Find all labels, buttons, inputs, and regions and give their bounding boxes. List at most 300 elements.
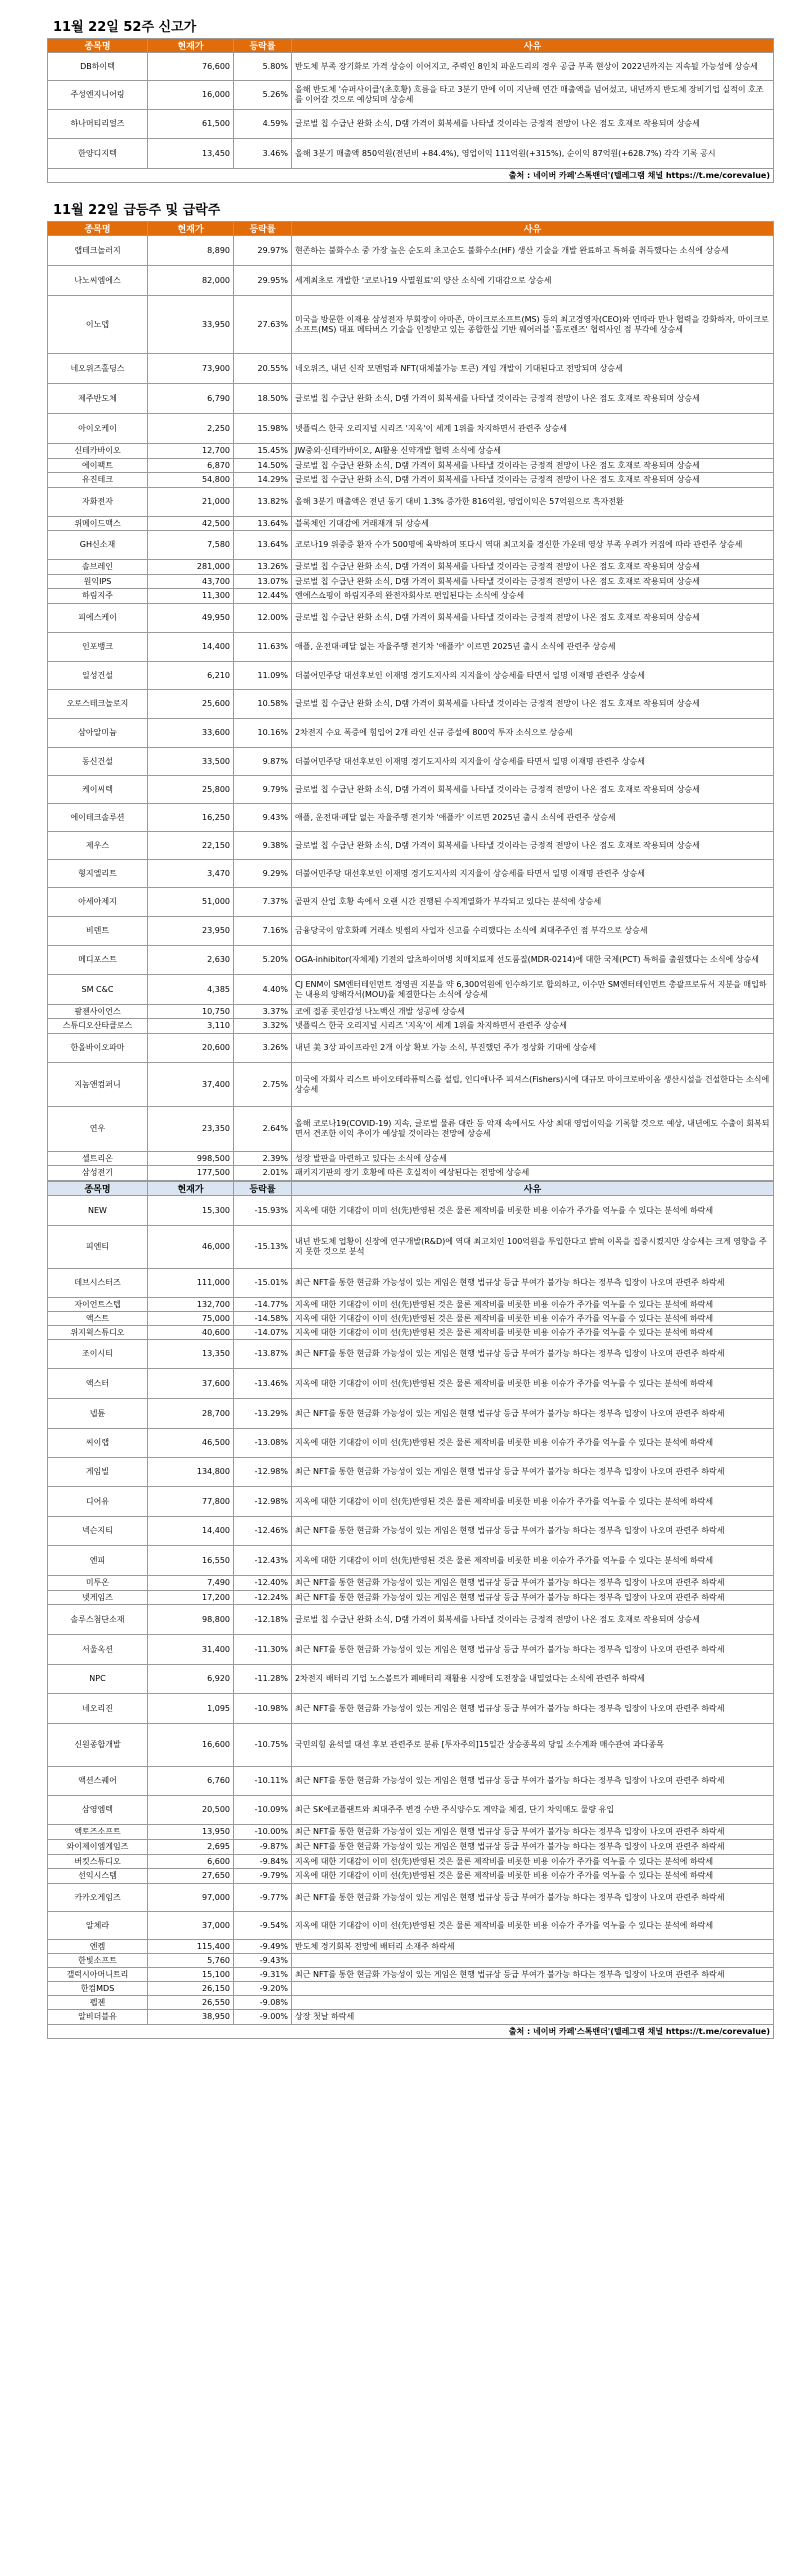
col-header-change: 등락률	[234, 39, 292, 53]
stock-change: -9.20%	[234, 1982, 292, 1996]
stock-name: 신원종합개발	[48, 1724, 148, 1767]
stock-change: -12.98%	[234, 1487, 292, 1517]
high52-source: 출처 : 네이버 카페'스톡밴더'(텔레그램 채널 https://t.me/corevalue)	[48, 169, 774, 183]
stock-price: 37,600	[148, 1369, 234, 1399]
table-row	[48, 1487, 774, 1517]
stock-reason: 글로벌 칩 수급난 완화 소식, D램 가격이 회복세를 나타낼 것이라는 긍정적 전망이 나온 점도 호재로 작용되며 상승세	[292, 560, 774, 575]
stock-reason: 지옥에 대한 기대감이 이미 선(先)반영된 것은 물론 제작비를 비롯한 비용 이슈가 주가를 억누를 수 있다는 분석에 하락세	[292, 1546, 774, 1576]
table-row	[48, 296, 774, 354]
stock-change: -9.54%	[234, 1912, 292, 1940]
table-row	[48, 1884, 774, 1912]
stock-change: 7.16%	[234, 917, 292, 946]
table-row	[48, 1954, 774, 1968]
stock-change: 15.45%	[234, 444, 292, 459]
stock-change: -12.98%	[234, 1458, 292, 1487]
stock-change: 27.63%	[234, 296, 292, 354]
table-row	[48, 354, 774, 384]
stock-change: 13.64%	[234, 517, 292, 531]
stock-price: 97,000	[148, 1884, 234, 1912]
stock-change: -15.13%	[234, 1226, 292, 1269]
stock-reason: 글로벌 칩 수급난 완화 소식, D램 가격이 회복세를 나타낼 것이라는 긍정적 전망이 나온 점도 호재로 작용되며 상승세	[292, 1605, 774, 1635]
stock-price: 13,350	[148, 1340, 234, 1369]
stock-name: 네오위즈홀딩스	[48, 354, 148, 384]
stock-name: 하림지주	[48, 589, 148, 604]
stock-name: 케이씨텍	[48, 776, 148, 804]
stock-price: 6,210	[148, 662, 234, 690]
table-row	[48, 888, 774, 917]
stock-change: 2.75%	[234, 1063, 292, 1107]
stock-reason: 올해 3분기 매출액은 전년 동기 대비 1.3% 증가한 816억원, 영업이익은 57억원으로 흑자전환	[292, 488, 774, 517]
stock-reason: 더불어민주당 대선후보인 이재명 경기도지사의 지지율이 상승세를 타면서 일명 이재명 관련주 상승세	[292, 748, 774, 776]
stock-name: 한빛소프트	[48, 1954, 148, 1968]
stock-name: 솔루스첨단소재	[48, 1605, 148, 1635]
stock-name: 액토즈소프트	[48, 1825, 148, 1840]
stock-price: 26,550	[148, 1996, 234, 2010]
stock-name: 서울옥션	[48, 1635, 148, 1665]
stock-name: 솔브레인	[48, 560, 148, 575]
stock-reason: 글로벌 칩 수급난 완화 소식, D램 가격이 회복세를 나타낼 것이라는 긍정적 전망이 나온 점도 호재로 작용되며 상승세	[292, 473, 774, 488]
stock-price: 77,800	[148, 1487, 234, 1517]
stock-name: 씨이랩	[48, 1429, 148, 1458]
stock-price: 17,200	[148, 1591, 234, 1605]
table-row	[48, 1152, 774, 1166]
stock-reason: 코로나19 위중증 환자 수가 500명에 육박하며 또다시 역대 최고치를 경신한 가운데 영상 부족 우려가 커짐에 따라 관련주 상승세	[292, 531, 774, 560]
stock-change: 12.00%	[234, 604, 292, 633]
table-row	[48, 1166, 774, 1181]
stock-price: 16,000	[148, 81, 234, 110]
stock-name: 넥슨지티	[48, 1517, 148, 1546]
stock-reason: 최근 NFT를 통한 현금화 가능성이 있는 게임은 현행 법규상 등급 부여가 불가능 하다는 정부측 입장이 나오며 관련주 하락세	[292, 1767, 774, 1796]
table-row	[48, 517, 774, 531]
stock-name: 지놈앤컴퍼니	[48, 1063, 148, 1107]
table-row	[48, 946, 774, 975]
stock-price: 33,950	[148, 296, 234, 354]
stock-change: -15.93%	[234, 1196, 292, 1226]
table-row	[48, 1869, 774, 1884]
stock-price: 27,650	[148, 1869, 234, 1884]
stock-price: 2,630	[148, 946, 234, 975]
gainers-header-row	[48, 222, 774, 236]
stock-change: 4.40%	[234, 975, 292, 1005]
table-row	[48, 1605, 774, 1635]
stock-change: 5.80%	[234, 53, 292, 81]
stock-price: 75,000	[148, 1312, 234, 1326]
stock-name: 팜젠사이언스	[48, 1005, 148, 1019]
stock-reason: 내년 반도체 업황이 신장에 연구개발(R&D)에 역대 최고치인 100억원을 투입한다고 밝혀 이목을 집중시켰지만 상승세는 크게 영향을 주지 못한 것으로 분석	[292, 1226, 774, 1269]
table-row	[48, 1458, 774, 1487]
stock-reason: 넷플릭스 한국 오리지널 시리즈 '지옥'이 세계 1위를 차지하면서 관련주 상승세	[292, 414, 774, 444]
stock-change: -13.08%	[234, 1429, 292, 1458]
stock-price: 22,150	[148, 832, 234, 860]
stock-price: 21,000	[148, 488, 234, 517]
table-row	[48, 2010, 774, 2025]
stock-name: 자화전자	[48, 488, 148, 517]
table-row	[48, 1576, 774, 1591]
table-row	[48, 1546, 774, 1576]
stock-change: -14.77%	[234, 1298, 292, 1312]
table-row	[48, 1724, 774, 1767]
stock-name: 에이팩트	[48, 459, 148, 473]
table-row	[48, 266, 774, 296]
table-row	[48, 236, 774, 266]
stock-change: 13.26%	[234, 560, 292, 575]
stock-change: 5.26%	[234, 81, 292, 110]
stock-reason: 지옥에 대한 기대감이 이미 선(先)반영된 것은 물론 제작비를 비롯한 비용 이슈가 주가를 억누를 수 있다는 분석에 하락세	[292, 1487, 774, 1517]
stock-change: 14.29%	[234, 473, 292, 488]
stock-reason: 애플, 운전대·페달 없는 자율주행 전기차 '애플카' 이르면 2025년 출시 소식에 관련주 상승세	[292, 633, 774, 662]
stock-reason: 반도체 부족 장기화로 가격 상승이 이어지고, 주력인 8인치 파운드리의 경우 공급 부족 현상이 2022년까지는 지속될 가능성에 상승세	[292, 53, 774, 81]
stock-name: 랩테크놀러지	[48, 236, 148, 266]
stock-reason: 최근 NFT를 통한 현금화 가능성이 있는 게임은 현행 법규상 등급 부여가 불가능 하다는 정부측 입장이 나오며 관련주 하락세	[292, 1340, 774, 1369]
stock-name: GH신소재	[48, 531, 148, 560]
stock-price: 23,950	[148, 917, 234, 946]
stock-name: 삼성전기	[48, 1166, 148, 1181]
table-row	[48, 1326, 774, 1340]
stock-name: 신테카바이오	[48, 444, 148, 459]
stock-name: 메디포스트	[48, 946, 148, 975]
stock-price: 16,600	[148, 1724, 234, 1767]
stock-name: 액션스퀘어	[48, 1767, 148, 1796]
stock-name: 넷게임즈	[48, 1591, 148, 1605]
stock-change: 9.38%	[234, 832, 292, 860]
stock-price: 14,400	[148, 1517, 234, 1546]
stock-name: 동신건설	[48, 748, 148, 776]
col-header-change: 등락률	[234, 1182, 292, 1196]
stock-reason: 지옥에 대한 기대감이 이미 선(先)반영된 것은 물론 제작비를 비롯한 비용 이슈가 주가를 억누를 수 있다는 분석에 하락세	[292, 1912, 774, 1940]
stock-price: 13,450	[148, 139, 234, 169]
stock-price: 11,300	[148, 589, 234, 604]
stock-reason: 최근 NFT를 통한 현금화 가능성이 있는 게임은 현행 법규상 등급 부여가 불가능 하다는 정부측 입장이 나오며 관련주 하락세	[292, 1576, 774, 1591]
stock-change: 3.46%	[234, 139, 292, 169]
stock-price: 6,870	[148, 459, 234, 473]
stock-reason: 블록체인 기대감에 거래재개 뒤 상승세	[292, 517, 774, 531]
stock-reason: 미국을 방문한 이재용 삼성전자 부회장이 아마존, 마이크로소프트(MS) 등의 최고경영자(CEO)와 연따라 만나 협력을 강화하자, 마이크로소프트(MS) 대표 메타버스 기술을 인정받고 있는 종합한실 기반 웨어러블 '홀로렌즈' 협력사인 점 부각에 상승세	[292, 296, 774, 354]
stock-price: 98,800	[148, 1605, 234, 1635]
stock-price: 111,000	[148, 1269, 234, 1298]
stock-reason: 최근 NFT를 통한 현금화 가능성이 있는 게임은 현행 법규상 등급 부여가 불가능 하다는 정부측 입장이 나오며 관련주 하락세	[292, 1968, 774, 1982]
stock-change: 3.26%	[234, 1034, 292, 1063]
stock-change: 4.59%	[234, 110, 292, 139]
stock-reason: 최근 NFT를 통한 현금화 가능성이 있는 게임은 현행 법규상 등급 부여가 불가능 하다는 정부측 입장이 나오며 관련주 하락세	[292, 1591, 774, 1605]
table-row	[48, 662, 774, 690]
stock-name: 카카오게임즈	[48, 1884, 148, 1912]
table-row	[48, 1912, 774, 1940]
stock-name: 연우	[48, 1107, 148, 1152]
table-row	[48, 459, 774, 473]
stock-change: 2.39%	[234, 1152, 292, 1166]
table-row	[48, 560, 774, 575]
col-header-name: 종목명	[48, 39, 148, 53]
stock-price: 281,000	[148, 560, 234, 575]
stock-change: 2.01%	[234, 1166, 292, 1181]
col-header-price: 현재가	[148, 39, 234, 53]
stock-change: 3.37%	[234, 1005, 292, 1019]
stock-name: 하나머티리얼즈	[48, 110, 148, 139]
table-row	[48, 589, 774, 604]
stock-change: -15.01%	[234, 1269, 292, 1298]
stock-name: 펩젠	[48, 1996, 148, 2010]
stock-price: 20,500	[148, 1796, 234, 1825]
stock-price: 6,790	[148, 384, 234, 414]
table-row	[48, 1369, 774, 1399]
table-row	[48, 1005, 774, 1019]
stock-price: 2,250	[148, 414, 234, 444]
table-row	[48, 444, 774, 459]
stock-change: 14.50%	[234, 459, 292, 473]
stock-reason: 지옥에 대한 기대감이 이미 선(先)반영된 것은 물론 제작비를 비롯한 비용 이슈가 주가를 억누를 수 있다는 분석에 하락세	[292, 1326, 774, 1340]
stock-change: 11.63%	[234, 633, 292, 662]
table-row	[48, 604, 774, 633]
stock-change: -9.49%	[234, 1940, 292, 1954]
stock-change: -12.46%	[234, 1517, 292, 1546]
stock-price: 7,490	[148, 1576, 234, 1591]
col-header-reason: 사유	[292, 39, 774, 53]
stock-price: 8,890	[148, 236, 234, 266]
table-row	[48, 1226, 774, 1269]
stock-price: 38,950	[148, 2010, 234, 2025]
gainers-table	[47, 221, 774, 1181]
stock-price: 42,500	[148, 517, 234, 531]
stock-name: 나노씨엠에스	[48, 266, 148, 296]
stock-price: 16,250	[148, 804, 234, 832]
stock-name: 제우스	[48, 832, 148, 860]
table-row	[48, 1034, 774, 1063]
table-row	[48, 473, 774, 488]
stock-price: 82,000	[148, 266, 234, 296]
stock-name: 한올바이오파마	[48, 1034, 148, 1063]
stock-price: 177,500	[148, 1166, 234, 1181]
stock-change: 3.32%	[234, 1019, 292, 1034]
stock-change: -10.00%	[234, 1825, 292, 1840]
stock-reason: 내년 美 3상 파이프라인 2개 이상 확보 가능 소식, 부진했던 주가 정상화 기대에 상승세	[292, 1034, 774, 1063]
stock-change: 13.82%	[234, 488, 292, 517]
stock-name: 삼영엠텍	[48, 1796, 148, 1825]
stock-price: 1,095	[148, 1694, 234, 1724]
col-header-reason: 사유	[292, 1182, 774, 1196]
table-row	[48, 1429, 774, 1458]
stock-reason: 골판지 산업 호황 속에서 오랜 시간 진행된 수직계열화가 부각되고 있다는 분석에 상승세	[292, 888, 774, 917]
stock-price: 31,400	[148, 1635, 234, 1665]
stock-reason: 최근 NFT를 통한 현금화 가능성이 있는 게임은 현행 법규상 등급 부여가 불가능 하다는 정부측 입장이 나오며 관련주 하락세	[292, 1825, 774, 1840]
stock-reason: 2차전지 배터리 기업 노스볼트가 폐배터리 재활용 시장에 도전장을 내밀었다는 소식에 관련주 하락세	[292, 1665, 774, 1694]
stock-change: 5.20%	[234, 946, 292, 975]
stock-reason: 최근 NFT를 통한 현금화 가능성이 있는 게임은 현행 법규상 등급 부여가 불가능 하다는 정부측 입장이 나오며 관련주 하락세	[292, 1694, 774, 1724]
stock-price: 37,400	[148, 1063, 234, 1107]
stock-name: 디어유	[48, 1487, 148, 1517]
stock-name: NEW	[48, 1196, 148, 1226]
stock-price: 40,600	[148, 1326, 234, 1340]
table-row	[48, 719, 774, 748]
table-row	[48, 1767, 774, 1796]
stock-price: 26,150	[148, 1982, 234, 1996]
table-row	[48, 1855, 774, 1869]
table-row	[48, 1196, 774, 1226]
col-header-change: 등락률	[234, 222, 292, 236]
stock-reason: 최근 SK에코플랜트와 최대주주 변경 수반 주식양수도 계약을 체결, 단기 차익매도 물량 유입	[292, 1796, 774, 1825]
stock-change: -10.75%	[234, 1724, 292, 1767]
col-header-price: 현재가	[148, 1182, 234, 1196]
stock-reason	[292, 1982, 774, 1996]
table-row	[48, 832, 774, 860]
stock-name: 자이언트스텝	[48, 1298, 148, 1312]
table-row	[48, 139, 774, 169]
stock-reason: 글로벌 칩 수급난 완화 소식, D램 가격이 회복세를 나타낼 것이라는 긍정적 전망이 나온 점도 호재로 작용되며 상승세	[292, 110, 774, 139]
col-header-name: 종목명	[48, 222, 148, 236]
stock-reason: 지옥에 대한 기대감이 미미 선(先)반영된 것은 물론 제작비를 비롯한 비용 이슈가 주가를 억누를 수 있다는 분석에 하락세	[292, 1196, 774, 1226]
stock-name: 버킷스튜디오	[48, 1855, 148, 1869]
table-row	[48, 1665, 774, 1694]
stock-change: -9.87%	[234, 1840, 292, 1855]
stock-reason: 글로벌 칩 수급난 완화 소식, D램 가격이 회복세를 나타낼 것이라는 긍정적 전망이 나온 점도 호재로 작용되며 상승세	[292, 459, 774, 473]
stock-reason: 성장 발판을 마련하고 있다는 소식에 상승세	[292, 1152, 774, 1166]
stock-name: 한양디지텍	[48, 139, 148, 169]
stock-name: 오로스테크놀로지	[48, 690, 148, 719]
table-row	[48, 1940, 774, 1954]
stock-name: 삼아알미늄	[48, 719, 148, 748]
table-row	[48, 1825, 774, 1840]
stock-price: 3,470	[148, 860, 234, 888]
stock-price: 5,760	[148, 1954, 234, 1968]
stock-price: 76,600	[148, 53, 234, 81]
stock-change: -10.09%	[234, 1796, 292, 1825]
stock-name: 원익IPS	[48, 575, 148, 589]
stock-reason: 더불어민주당 대선후보인 이재명 경기도지사의 지지율이 상승세를 타면서 일명 이재명 관련주 상승세	[292, 860, 774, 888]
stock-name: 엔피	[48, 1546, 148, 1576]
stock-reason: 지옥에 대한 기대감이 이미 선(先)반영된 것은 물론 제작비를 비롯한 비용 이슈가 주가를 억누를 수 있다는 분석에 하락세	[292, 1855, 774, 1869]
stock-name: 미투온	[48, 1576, 148, 1591]
stock-reason: 지옥에 대한 기대감이 이미 선(先)반영된 것은 물론 제작비를 비롯한 비용 이슈가 주가를 억누를 수 있다는 분석에 하락세	[292, 1298, 774, 1312]
stock-change: 13.07%	[234, 575, 292, 589]
stock-change: -13.46%	[234, 1369, 292, 1399]
stock-reason	[292, 1954, 774, 1968]
table-row	[48, 81, 774, 110]
stock-reason: 패키지기판의 장기 호황에 따른 호실적이 예상된다는 전망에 상승세	[292, 1166, 774, 1181]
stock-change: 7.37%	[234, 888, 292, 917]
stock-change: -12.40%	[234, 1576, 292, 1591]
stock-change: 9.87%	[234, 748, 292, 776]
stock-name: 피엔티	[48, 1226, 148, 1269]
table-row	[48, 860, 774, 888]
table-row	[48, 975, 774, 1005]
stock-name: SM C&C	[48, 975, 148, 1005]
table-row	[48, 1968, 774, 1982]
stock-price: 16,550	[148, 1546, 234, 1576]
stock-name: DB하이텍	[48, 53, 148, 81]
stock-name: 액스트	[48, 1312, 148, 1326]
stock-price: 132,700	[148, 1298, 234, 1312]
stock-change: 9.43%	[234, 804, 292, 832]
stock-price: 4,385	[148, 975, 234, 1005]
table-row	[48, 1063, 774, 1107]
table-row	[48, 804, 774, 832]
stock-name: 위지윅스튜디오	[48, 1326, 148, 1340]
stock-name: 아세아제지	[48, 888, 148, 917]
stock-change: -9.79%	[234, 1869, 292, 1884]
stock-price: 6,600	[148, 1855, 234, 1869]
stock-name: NPC	[48, 1665, 148, 1694]
stock-reason: 최근 NFT를 통한 현금화 가능성이 있는 게임은 현행 법규상 등급 부여가 불가능 하다는 정부측 입장이 나오며 관련주 하락세	[292, 1884, 774, 1912]
stock-name: 스튜디오산타클로스	[48, 1019, 148, 1034]
stock-reason: 반도체 경기회복 전망에 배터리 소재주 하락세	[292, 1940, 774, 1954]
table-row	[48, 1399, 774, 1429]
stock-reason: 국민의힘 윤석열 대선 후보 관련주로 분류 [투자주의]15일간 상승종목의 당일 소수계좌 매수관여 과다종목	[292, 1724, 774, 1767]
stock-name: 제주반도체	[48, 384, 148, 414]
stock-name: 주성엔지니어링	[48, 81, 148, 110]
stock-price: 2,695	[148, 1840, 234, 1855]
stock-price: 20,600	[148, 1034, 234, 1063]
stock-change: 11.09%	[234, 662, 292, 690]
stock-reason: 글로벌 칩 수급난 완화 소식, D램 가격이 회복세를 나타낼 것이라는 긍정적 전망이 나온 점도 호재로 작용되며 상승세	[292, 575, 774, 589]
high52-table	[47, 38, 774, 183]
stock-price: 10,750	[148, 1005, 234, 1019]
stock-change: -13.87%	[234, 1340, 292, 1369]
stock-reason: 올해 3분기 매출액 850억원(전년비 +84.4%), 영업이익 111억원(+315%), 순이익 87억원(+628.7%) 각각 기록 공시	[292, 139, 774, 169]
stock-reason: 세계최초로 개발한 '코로나19 사멸원료'의 양산 소식에 기대감으로 상승세	[292, 266, 774, 296]
stock-price: 49,950	[148, 604, 234, 633]
stock-reason: 코에 접종 콧인감성 나노백신 개발 성공에 상승세	[292, 1005, 774, 1019]
stock-reason: 네오위즈, 내년 신작 모멘텀과 NFT(대체불가능 토큰) 게임 개발이 기대된다고 전망되며 상승세	[292, 354, 774, 384]
table-row	[48, 917, 774, 946]
stock-name: 액스터	[48, 1369, 148, 1399]
stock-change: 13.64%	[234, 531, 292, 560]
stock-reason: 최근 NFT를 통한 현금화 가능성이 있는 게임은 현행 법규상 등급 부여가 불가능 하다는 정부측 입장이 나오며 관련주 하락세	[292, 1517, 774, 1546]
stock-price: 33,600	[148, 719, 234, 748]
stock-reason: 넷플릭스 한국 오리지널 시리즈 '지옥'이 세계 1위를 차지하면서 관련주 상승세	[292, 1019, 774, 1034]
stock-name: 선익시스템	[48, 1869, 148, 1884]
stock-change: 20.55%	[234, 354, 292, 384]
table-row	[48, 384, 774, 414]
stock-price: 28,700	[148, 1399, 234, 1429]
stock-change: 15.98%	[234, 414, 292, 444]
stock-name: 한컴MDS	[48, 1982, 148, 1996]
table-row	[48, 575, 774, 589]
stock-price: 14,400	[148, 633, 234, 662]
stock-change: -12.43%	[234, 1546, 292, 1576]
table-row	[48, 1996, 774, 2010]
stock-change: -14.58%	[234, 1312, 292, 1326]
table-row	[48, 748, 774, 776]
stock-change: -12.18%	[234, 1605, 292, 1635]
table-row	[48, 690, 774, 719]
stock-change: 12.44%	[234, 589, 292, 604]
stock-reason: 올해 반도체 '슈퍼사이클'(초호황) 흐름을 타고 3분기 만에 이미 지난해 연간 매출액을 넘어섰고, 내년까지 반도체 장비기업 실적이 호조를 이어갈 것으로 예상되며 상승세	[292, 81, 774, 110]
stock-price: 998,500	[148, 1152, 234, 1166]
stock-name: 이노뎁	[48, 296, 148, 354]
stock-price: 25,600	[148, 690, 234, 719]
stock-reason: 지옥에 대한 기대감이 이미 선(先)반영된 것은 물론 제작비를 비롯한 비용 이슈가 주가를 억누를 수 있다는 분석에 하락세	[292, 1369, 774, 1399]
stock-reason: CJ ENM이 SM엔터테인먼트 경영권 지분을 약 6,300억원에 인수하기로 합의하고, 이수만 SM엔터테인먼트 총괄프로듀서 지분을 매입하는 내용의 양해각서(MOU)를 체결한다는 소식에 상승세	[292, 975, 774, 1005]
stock-reason: 최근 NFT를 통한 현금화 가능성이 있는 게임은 현행 법규상 등급 부여가 불가능 하다는 정부측 입장이 나오며 관련주 하락세	[292, 1458, 774, 1487]
stock-name: 와이제이엠게임즈	[48, 1840, 148, 1855]
stock-price: 25,800	[148, 776, 234, 804]
stock-change: -13.29%	[234, 1399, 292, 1429]
stock-reason: 글로벌 칩 수급난 완화 소식, D램 가격이 회복세를 나타낼 것이라는 긍정적 전망이 나온 점도 호재로 작용되며 상승세	[292, 832, 774, 860]
stock-price: 115,400	[148, 1940, 234, 1954]
stock-change: -10.11%	[234, 1767, 292, 1796]
table-row	[48, 776, 774, 804]
stock-price: 51,000	[148, 888, 234, 917]
stock-name: 조이시티	[48, 1340, 148, 1369]
stock-price: 46,000	[148, 1226, 234, 1269]
stock-reason: 최근 NFT를 통한 현금화 가능성이 있는 게임은 현행 법규상 등급 부여가 불가능 하다는 정부측 입장이 나오며 관련주 하락세	[292, 1840, 774, 1855]
stock-reason: OGA-inhibitor(자체제) 기전의 알츠하이머병 치매치료제 선도품질(MDR-0214)에 대한 국제(PCT) 특허를 출원했다는 소식에 상승세	[292, 946, 774, 975]
movers-source: 출처 : 네이버 카페'스톡밴더'(텔레그램 채널 https://t.me/corevalue)	[48, 2025, 774, 2039]
stock-price: 134,800	[148, 1458, 234, 1487]
stock-price: 61,500	[148, 110, 234, 139]
stock-change: -9.00%	[234, 2010, 292, 2025]
stock-change: 10.58%	[234, 690, 292, 719]
table-row	[48, 1269, 774, 1298]
